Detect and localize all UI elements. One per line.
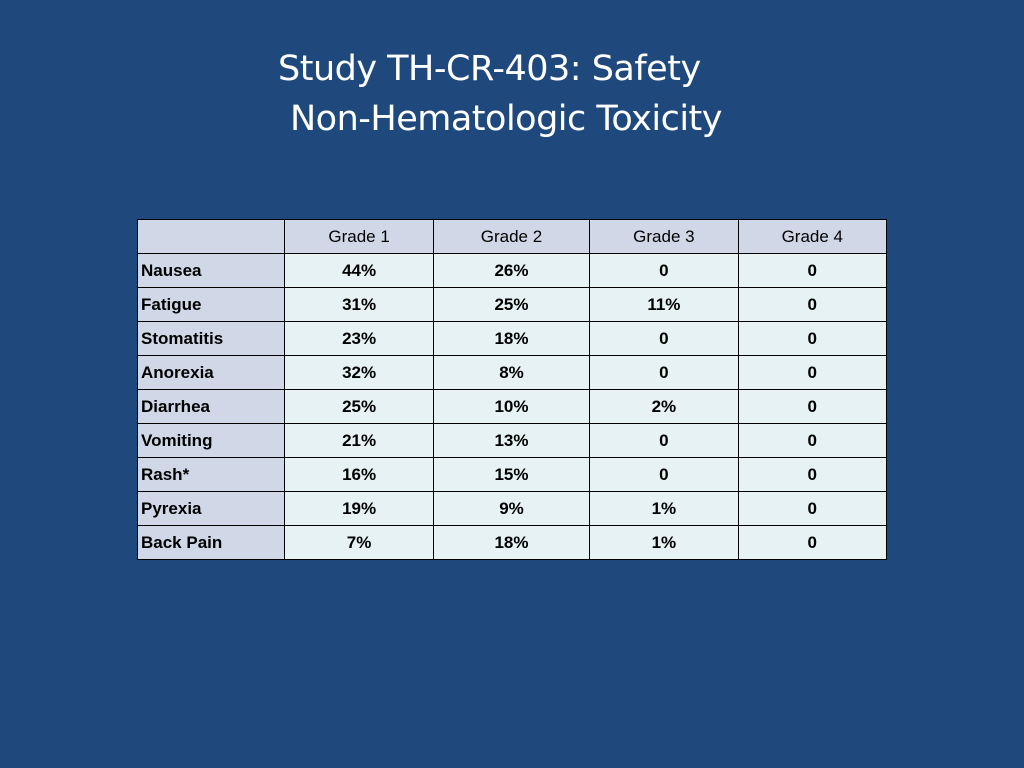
row-label: Diarrhea: [138, 390, 285, 424]
column-header-grade-3: Grade 3: [590, 220, 738, 254]
table-cell: 25%: [433, 288, 589, 322]
table-row: [138, 356, 887, 390]
table-cell: 0: [738, 254, 886, 288]
table-row: [138, 254, 887, 288]
table-cell: 9%: [433, 492, 589, 526]
table-cell: 2%: [590, 390, 738, 424]
table-cell: 0: [738, 492, 886, 526]
table-cell: 0: [590, 254, 738, 288]
column-header-grade-4: Grade 4: [738, 220, 886, 254]
column-header-grade-1: Grade 1: [285, 220, 433, 254]
table-cell: 0: [590, 424, 738, 458]
table-cell: 7%: [285, 526, 433, 560]
table-cell: 1%: [590, 492, 738, 526]
table-cell: 15%: [433, 458, 589, 492]
table-cell: 32%: [285, 356, 433, 390]
table-cell: 19%: [285, 492, 433, 526]
slide-title: [0, 44, 1024, 144]
table-row: [138, 458, 887, 492]
table-cell: 21%: [285, 424, 433, 458]
table-cell: 8%: [433, 356, 589, 390]
table-row: [138, 322, 887, 356]
row-label: Back Pain: [138, 526, 285, 560]
table-row: [138, 492, 887, 526]
table-cell: 0: [738, 322, 886, 356]
toxicity-table: [137, 219, 887, 560]
table-row: [138, 288, 887, 322]
table-cell: 0: [590, 356, 738, 390]
table-row: [138, 390, 887, 424]
table-cell: 0: [738, 390, 886, 424]
table-cell: 23%: [285, 322, 433, 356]
table-cell: 0: [738, 288, 886, 322]
table-cell: 11%: [590, 288, 738, 322]
table-cell: 16%: [285, 458, 433, 492]
table-cell: 0: [590, 458, 738, 492]
row-label: Rash*: [138, 458, 285, 492]
table-cell: 26%: [433, 254, 589, 288]
table-row: [138, 526, 887, 560]
table-cell: 0: [738, 458, 886, 492]
slide-title-line2: Non-Hematologic Toxicity: [290, 99, 722, 139]
table-cell: 0: [738, 424, 886, 458]
table-row: [138, 424, 887, 458]
table-cell: 0: [738, 356, 886, 390]
table-cell: 0: [738, 526, 886, 560]
slide-title-line1: Study TH-CR-403: Safety: [278, 49, 701, 89]
row-label: Fatigue: [138, 288, 285, 322]
row-label: Nausea: [138, 254, 285, 288]
table-cell: 31%: [285, 288, 433, 322]
row-label: Pyrexia: [138, 492, 285, 526]
table-cell: 1%: [590, 526, 738, 560]
table-corner-cell: [138, 220, 285, 254]
row-label: Vomiting: [138, 424, 285, 458]
table-cell: 25%: [285, 390, 433, 424]
table-cell: 0: [590, 322, 738, 356]
table-cell: 13%: [433, 424, 589, 458]
table-cell: 10%: [433, 390, 589, 424]
row-label: Anorexia: [138, 356, 285, 390]
table-cell: 44%: [285, 254, 433, 288]
table-header-row: [138, 220, 887, 254]
row-label: Stomatitis: [138, 322, 285, 356]
column-header-grade-2: Grade 2: [433, 220, 589, 254]
table-cell: 18%: [433, 322, 589, 356]
table-cell: 18%: [433, 526, 589, 560]
